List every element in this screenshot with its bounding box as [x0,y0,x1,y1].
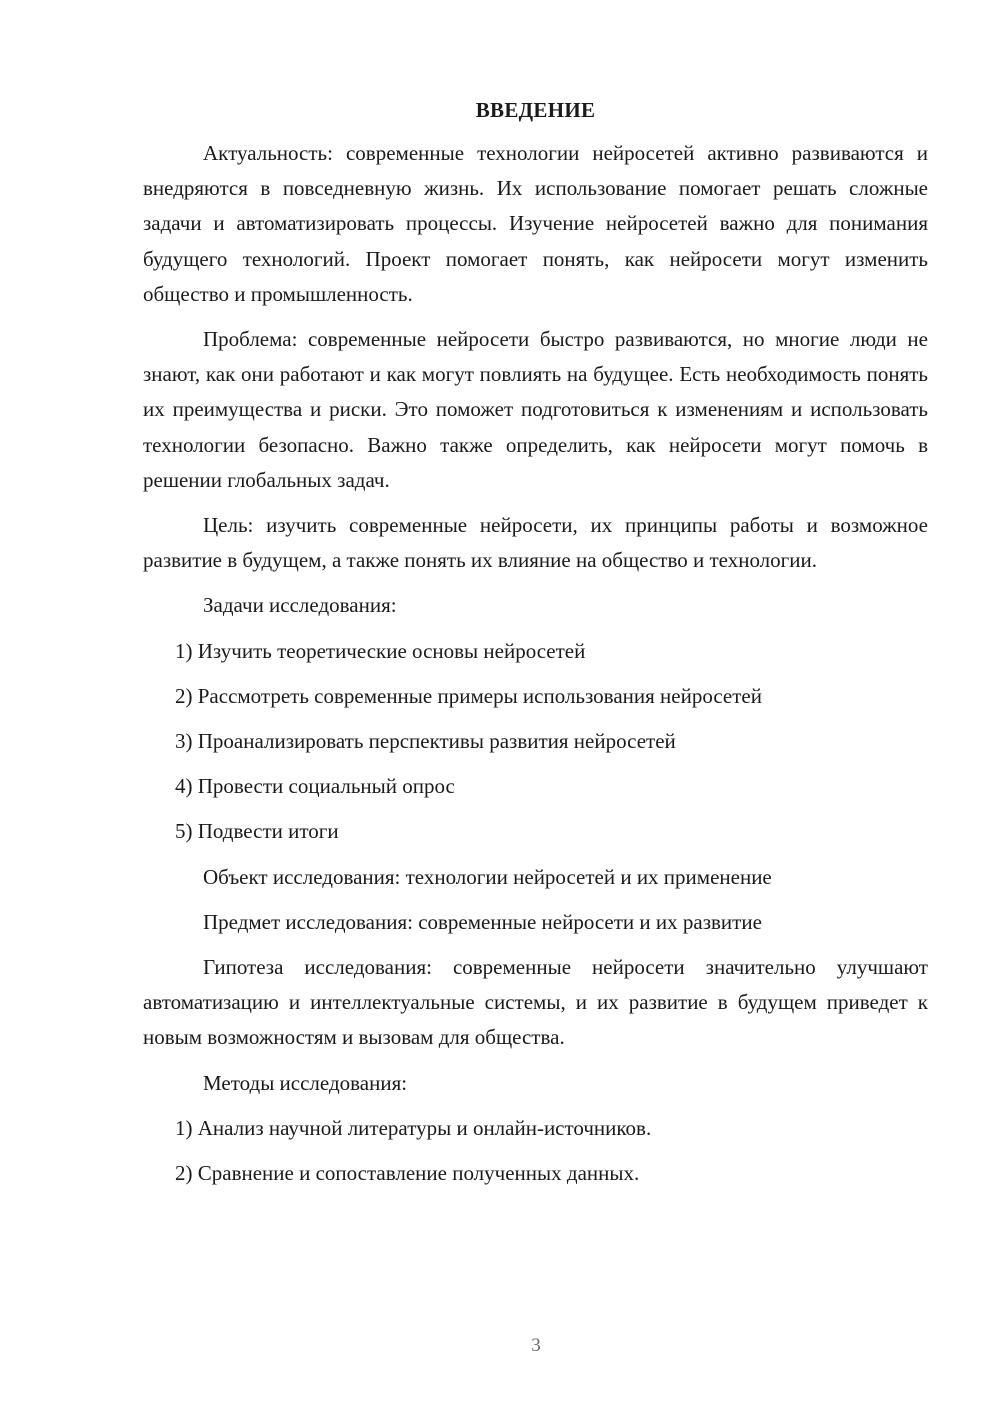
tasks-title: Задачи исследования: [203,593,397,618]
list-item: 2) Сравнение и сопоставление полученных данных. [175,1161,640,1186]
tasks-list [143,634,928,850]
subject-line: Предмет исследования: современные нейросети и их развитие [203,909,762,934]
methods-title: Методы исследования: [203,1070,408,1095]
list-item: 5) Подвести итоги [175,819,339,844]
list-item: 2) Рассмотреть современные примеры использования нейросетей [175,683,762,708]
list-item: 1) Изучить теоретические основы нейросетей [175,638,586,663]
problem-paragraph: Проблема: современные нейросети быстро развиваются, но многие люди не знают, как они работают и как могут повлиять на будущее. Есть необходимость понять их преимущества и риски. Это поможет подготовиться к изменениям и использовать технологии безопасно. Важно также определить, как нейросети могут помочь в решении глобальных задач. [143,327,928,492]
goal-paragraph: Цель: изучить современные нейросети, их принципы работы и возможное развитие в будущем, а также понять их влияние на общество и технологии. [143,513,928,573]
document-page [143,94,928,1201]
list-item: 1) Анализ научной литературы и онлайн-источников. [175,1115,652,1140]
page-number: 3 [531,1335,541,1356]
object-line: Объект исследования: технологии нейросетей и их применение [203,864,772,889]
methods-list [143,1111,928,1191]
hypothesis-paragraph: Гипотеза исследования: современные нейросети значительно улучшают автоматизацию и интеллектуальные системы, и их развитие в будущем приведет к новым возможностям и вызовам для общества. [143,955,928,1050]
relevance-paragraph: Актуальность: современные технологии нейросетей активно развиваются и внедряются в повседневную жизнь. Их использование помогает решать сложные задачи и автоматизировать процессы. Изучение нейросетей важно для понимания будущего технологий. Проект помогает понять, как нейросети могут изменить общество и промышленность. [143,141,928,306]
list-item: 4) Провести социальный опрос [175,774,455,799]
list-item: 3) Проанализировать перспективы развития нейросетей [175,729,676,754]
section-heading: ВВЕДЕНИЕ [475,98,596,122]
